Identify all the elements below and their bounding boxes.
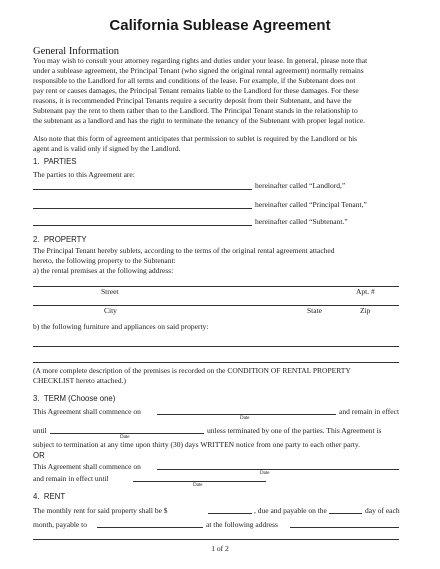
section-parties-heading: 1. PARTIES <box>33 157 77 166</box>
date-caption: Date <box>260 471 270 476</box>
city-label: City <box>104 306 117 315</box>
date-caption: Date <box>240 416 250 421</box>
paragraph-line: the subtenant as a landlord and has the right to terminate the tenancy of the Subtenant with proper legal notice. <box>33 116 365 125</box>
general-information-heading: General Information <box>33 46 120 57</box>
street-address-line[interactable] <box>33 286 399 287</box>
term-commence-text-2: This Agreement shall commence on <box>33 462 141 471</box>
paragraph-line: You may wish to consult your attorney regarding rights and duties under your lease. In general, please note that <box>33 56 368 65</box>
term-commence-date-line[interactable] <box>157 414 336 415</box>
landlord-label: hereinafter called “Landlord,” <box>255 181 346 190</box>
furniture-appliances-item: b) the following furniture and appliances on said property: <box>33 322 209 331</box>
rent-day-of-each-text: day of each <box>365 506 400 515</box>
street-label: Street <box>101 287 119 296</box>
term-until-text: until <box>33 426 47 435</box>
parties-intro: The parties to this Agreement are: <box>33 170 135 179</box>
term-remain-text: and remain in effect <box>339 407 400 416</box>
paragraph-line: Subtenant pay the rent to them rather than to the Landlord. The Principal Tenant stands in the relationship to <box>33 106 358 115</box>
landlord-permission-paragraph <box>33 134 357 154</box>
rent-amount-text: The monthly rent for said property shall be $ <box>33 506 168 515</box>
subtenant-name-line[interactable] <box>33 225 252 226</box>
rent-payee-line[interactable] <box>97 527 203 528</box>
city-state-zip-line[interactable] <box>33 305 399 306</box>
property-intro <box>33 246 335 276</box>
general-information-paragraph <box>33 56 367 126</box>
section-rent-heading: 4. RENT <box>33 492 66 501</box>
apt-label: Apt. # <box>356 287 375 296</box>
paragraph-line: The Principal Tenant hereby sublets, according to the terms of the original rental agreement attached <box>33 246 335 255</box>
principal-tenant-name-line[interactable] <box>33 208 252 209</box>
rent-address-text: at the following address <box>206 520 278 529</box>
rent-address-line-2[interactable] <box>33 539 399 540</box>
paragraph-line: pay rent or causes damages, the Principal Tenant remains liable to the Landlord for these damages. For these <box>33 86 359 95</box>
furniture-line-1[interactable] <box>33 346 399 347</box>
paragraph-line: under a sublease agreement, the Principal Tenant (who signed the original rental agreement) normally remains <box>33 66 364 75</box>
paragraph-line: agent and is valid only if signed by the Landlord. <box>33 144 181 153</box>
section-property-heading: 2. PROPERTY <box>33 235 87 244</box>
rent-due-text: , due and payable on the <box>254 506 327 515</box>
paragraph-line: CHECKLIST hereto attached.) <box>33 376 126 385</box>
paragraph-line: hereto, the following property to the Subtenant: <box>33 256 176 265</box>
date-caption: Date <box>193 483 203 488</box>
date-caption: Date <box>120 435 130 440</box>
term-unless-text: unless terminated by one of the parties. This Agreement is <box>207 426 382 435</box>
subtenant-label: hereinafter called “Subtenant.” <box>255 217 348 226</box>
term-remain-until-text: and remain in effect until <box>33 474 109 483</box>
principal-tenant-label: hereinafter called “Principal Tenant,” <box>255 200 367 209</box>
landlord-name-line[interactable] <box>33 189 252 190</box>
document-title: California Sublease Agreement <box>109 17 331 34</box>
rent-due-day-line[interactable] <box>329 513 362 514</box>
paragraph-line: responsible to the Landlord for all terms and conditions of the lease. For example, if the Subtenant does not <box>33 76 356 85</box>
term-until-date-line[interactable] <box>50 433 204 434</box>
paragraph-line: Also note that this form of agreement anticipates that permission to sublet is required by the Landlord or his <box>33 134 358 143</box>
furniture-line-2[interactable] <box>33 362 399 363</box>
rental-premises-item: a) the rental premises at the following address: <box>33 266 174 275</box>
paragraph-line: (A more complete description of the premises is recorded on the CONDITION OF RENTAL PROPERTY <box>33 366 351 375</box>
condition-checklist-note <box>33 366 351 386</box>
term-commence-date-line-2[interactable] <box>157 469 399 470</box>
section-term-heading: 3. TERM (Choose one) <box>33 394 116 403</box>
state-label: State <box>307 306 322 315</box>
term-notice-text: subject to termination at any time upon thirty (30) days WRITTEN notice from one party to each other party. <box>33 440 360 449</box>
term-or-label: OR <box>33 451 45 460</box>
rent-amount-line[interactable] <box>208 513 252 514</box>
term-commence-text: This Agreement shall commence on <box>33 407 141 416</box>
rent-address-line[interactable] <box>290 527 399 528</box>
paragraph-line: reasons, it is recommended Principal Tenants require a security deposit from their Subtenant, and have the <box>33 96 352 105</box>
term-until-date-line-2[interactable] <box>133 481 266 482</box>
page-number: 1 of 2 <box>211 544 229 553</box>
rent-payable-text: month, payable to <box>33 520 87 529</box>
zip-label: Zip <box>360 306 371 315</box>
